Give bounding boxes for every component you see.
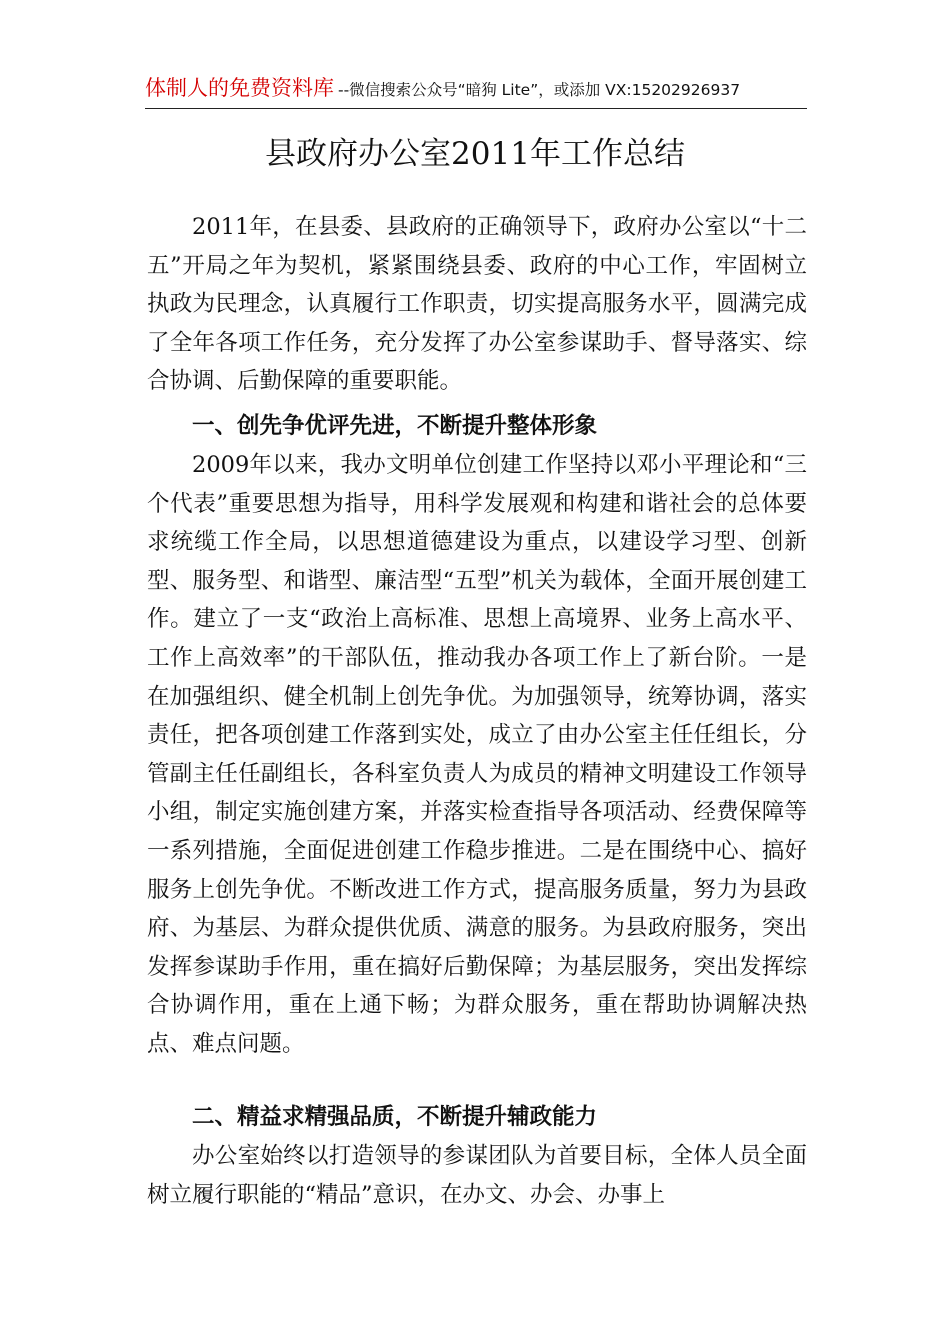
page-header (145, 72, 807, 109)
section-1-paragraph: 2009年以来，我办文明单位创建工作坚持以邓小平理论和“三个代表”重要思想为指导，用科学发展观和构建和谐社会的总体要求统缆工作全局，以思想道德建设为重点，以建设学习型、创新型、服务型、和谐型、廉洁型“五型”机关为载体，全面开展创建工作。建立了一支“政治上高标准、思想上高境界、业务上高水平、工作上高效率”的干部队伍，推动我办各项工作上了新台阶。一是在加强组织、健全机制上创先争优。为加强领导，统筹协调，落实责任，把各项创建工作落到实处，成立了由办公室主任任组长，分管副主任任副组长，各科室负责人为成员的精神文明建设工作领导小组，制定实施创建方案，并落实检查指导各项活动、经费保障等一系列措施，全面促进创建工作稳步推进。二是在围绕中心、搞好服务上创先争优。不断改进工作方式，提高服务质量，努力为县政府、为基层、为群众提供优质、满意的服务。为县政府服务，突出发挥参谋助手作用，重在搞好后勤保障；为基层服务，突出发挥综合协调作用，重在上通下畅；为群众服务，重在帮助协调解决热点、难点问题。 (147, 452, 807, 1057)
section-2-heading: 二、精益求精强品质，不断提升辅政能力 (192, 1104, 598, 1130)
section-1-heading: 一、创先争优评先进，不断提升整体形象 (192, 413, 598, 439)
document-title: 县政府办公室2011年工作总结 (265, 136, 685, 172)
header-contact-text: --微信搜索公众号“暗狗 Lite”，或添加 VX:15202926937 (338, 81, 741, 99)
intro-paragraph: 2011年，在县委、县政府的正确领导下，政府办公室以“十二五”开局之年为契机，紧紧围绕县委、政府的中心工作，牢固树立执政为民理念，认真履行工作职责，切实提高服务水平，圆满完成了全年各项工作任务，充分发挥了办公室参谋助手、督导落实、综合协调、后勤保障的重要职能。 (147, 214, 807, 395)
section-2-paragraph: 办公室始终以打造领导的参谋团队为首要目标，全体人员全面树立履行职能的“精品”意识，在办文、办会、办事上 (147, 1143, 807, 1208)
header-source-label: 体制人的免费资料库 (145, 76, 334, 100)
